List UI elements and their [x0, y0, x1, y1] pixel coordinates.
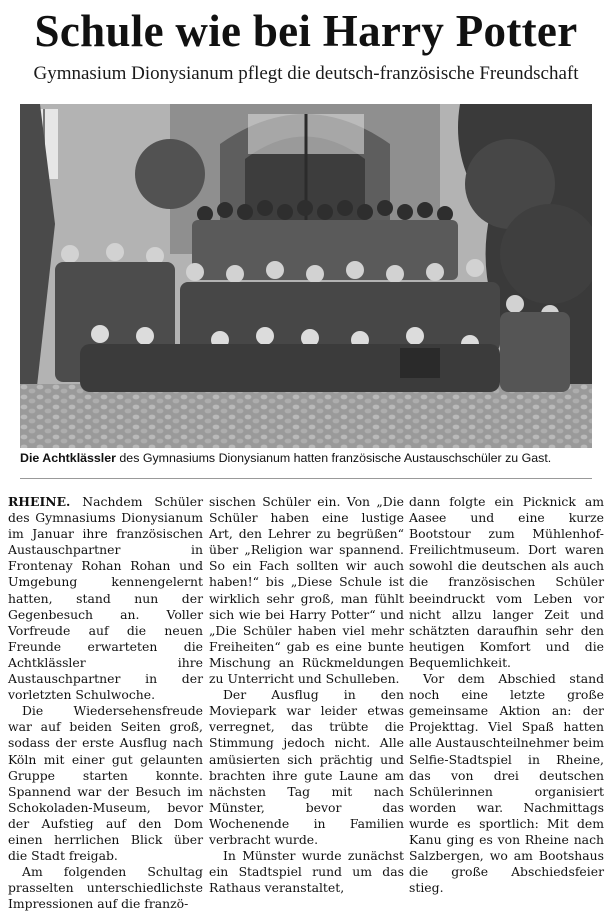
paragraph-text: Nachdem Schüler des Gymnasiums Dionysianum im Januar ihre französischen Austauschpartner in Frontenay Rohan Rohan und Umgebung kennengelernt hatten, stand nun der Gegenbesuch an. Voller Vorfreude auf die neuen Freunde erwarteten die Achtklässler ihre Austauschpartner in der vorletzten Schulwoche. — [8, 494, 203, 703]
paragraph: Die Wiedersehensfreude war auf beiden Seiten groß, sodass der erste Ausflug nach Köln mit einer gut gelaunten Gruppe starten konnte. Spannend war der Besuch im Schokoladen-Museum, bevor der Aufstieg auf den Dom einen herrlichen Blick über die Stadt freigab. — [8, 703, 203, 864]
paragraph: sischen Schüler ein. Von „Die Schüler haben eine lustige Art, den Lehrer zu begrüßen“ über „Religion war spannend. So ein Fach sollten wir auch haben!“ bis „Diese Schule ist wirklich sehr groß, man fühlt sich wie bei Harry Potter“ und „Die Schüler haben viel mehr Freiheiten“ gab es eine bunte Mischung an Rückmeldungen zu Unterricht und Schulleben. — [209, 494, 404, 687]
subheadline: Gymnasium Dionysianum pflegt die deutsch-französische Freundschaft — [33, 63, 579, 84]
group-photo — [20, 104, 592, 448]
caption-divider — [20, 478, 592, 479]
article-column-3 — [409, 494, 604, 896]
paragraph: Der Ausflug in den Moviepark war leider etwas verregnet, das trübte die Stimmung jedoch nicht. Alle amüsierten sich prächtig und brachten ihre gute Laune am nächsten Tag mit nach Münster, bevor das Wochenende in Familien verbracht wurde. — [209, 687, 404, 847]
photo-caption — [20, 450, 600, 466]
article-column-2 — [209, 494, 404, 896]
dateline: RHEINE. — [8, 494, 71, 509]
headline: Schule wie bei Harry Potter — [34, 6, 578, 56]
paragraph — [8, 494, 203, 703]
paragraph: In Münster wurde zunächst ein Stadtspiel rund um das Rathaus veranstaltet, — [209, 848, 404, 896]
caption-text: des Gymnasiums Dionysianum hatten französische Austauschschüler zu Gast. — [115, 451, 552, 465]
caption-lead: Die Achtklässler — [20, 451, 116, 465]
paragraph: dann folgte ein Picknick am Aasee und eine kurze Bootstour zum Mühlenhof-Freilichtmuseum. Dort waren sowohl die deutschen als auch die französischen Schüler beeindruckt vom Leben vor nicht allzu langer Zeit und schätzten daraufhin sehr den heutigen Komfort und die Bequemlichkeit. — [409, 494, 604, 670]
article-column-1 — [8, 494, 203, 912]
paragraph: Vor dem Abschied stand noch eine letzte große gemeinsame Aktion an: der Projekttag. Viel Spaß hatten alle Austauschteilnehmer beim Selfie-Stadtspiel in Rheine, das von drei deutschen Schülerinnen organisiert worden war. Nachmittags wurde es sportlich: Mit dem Kanu ging es von Rheine nach Salzbergen, wo am Bootshaus die große Abschiedsfeier stieg. — [409, 671, 604, 896]
paragraph: Am folgenden Schultag prasselten unterschiedlichste Impressionen auf die franzö- — [8, 864, 203, 912]
